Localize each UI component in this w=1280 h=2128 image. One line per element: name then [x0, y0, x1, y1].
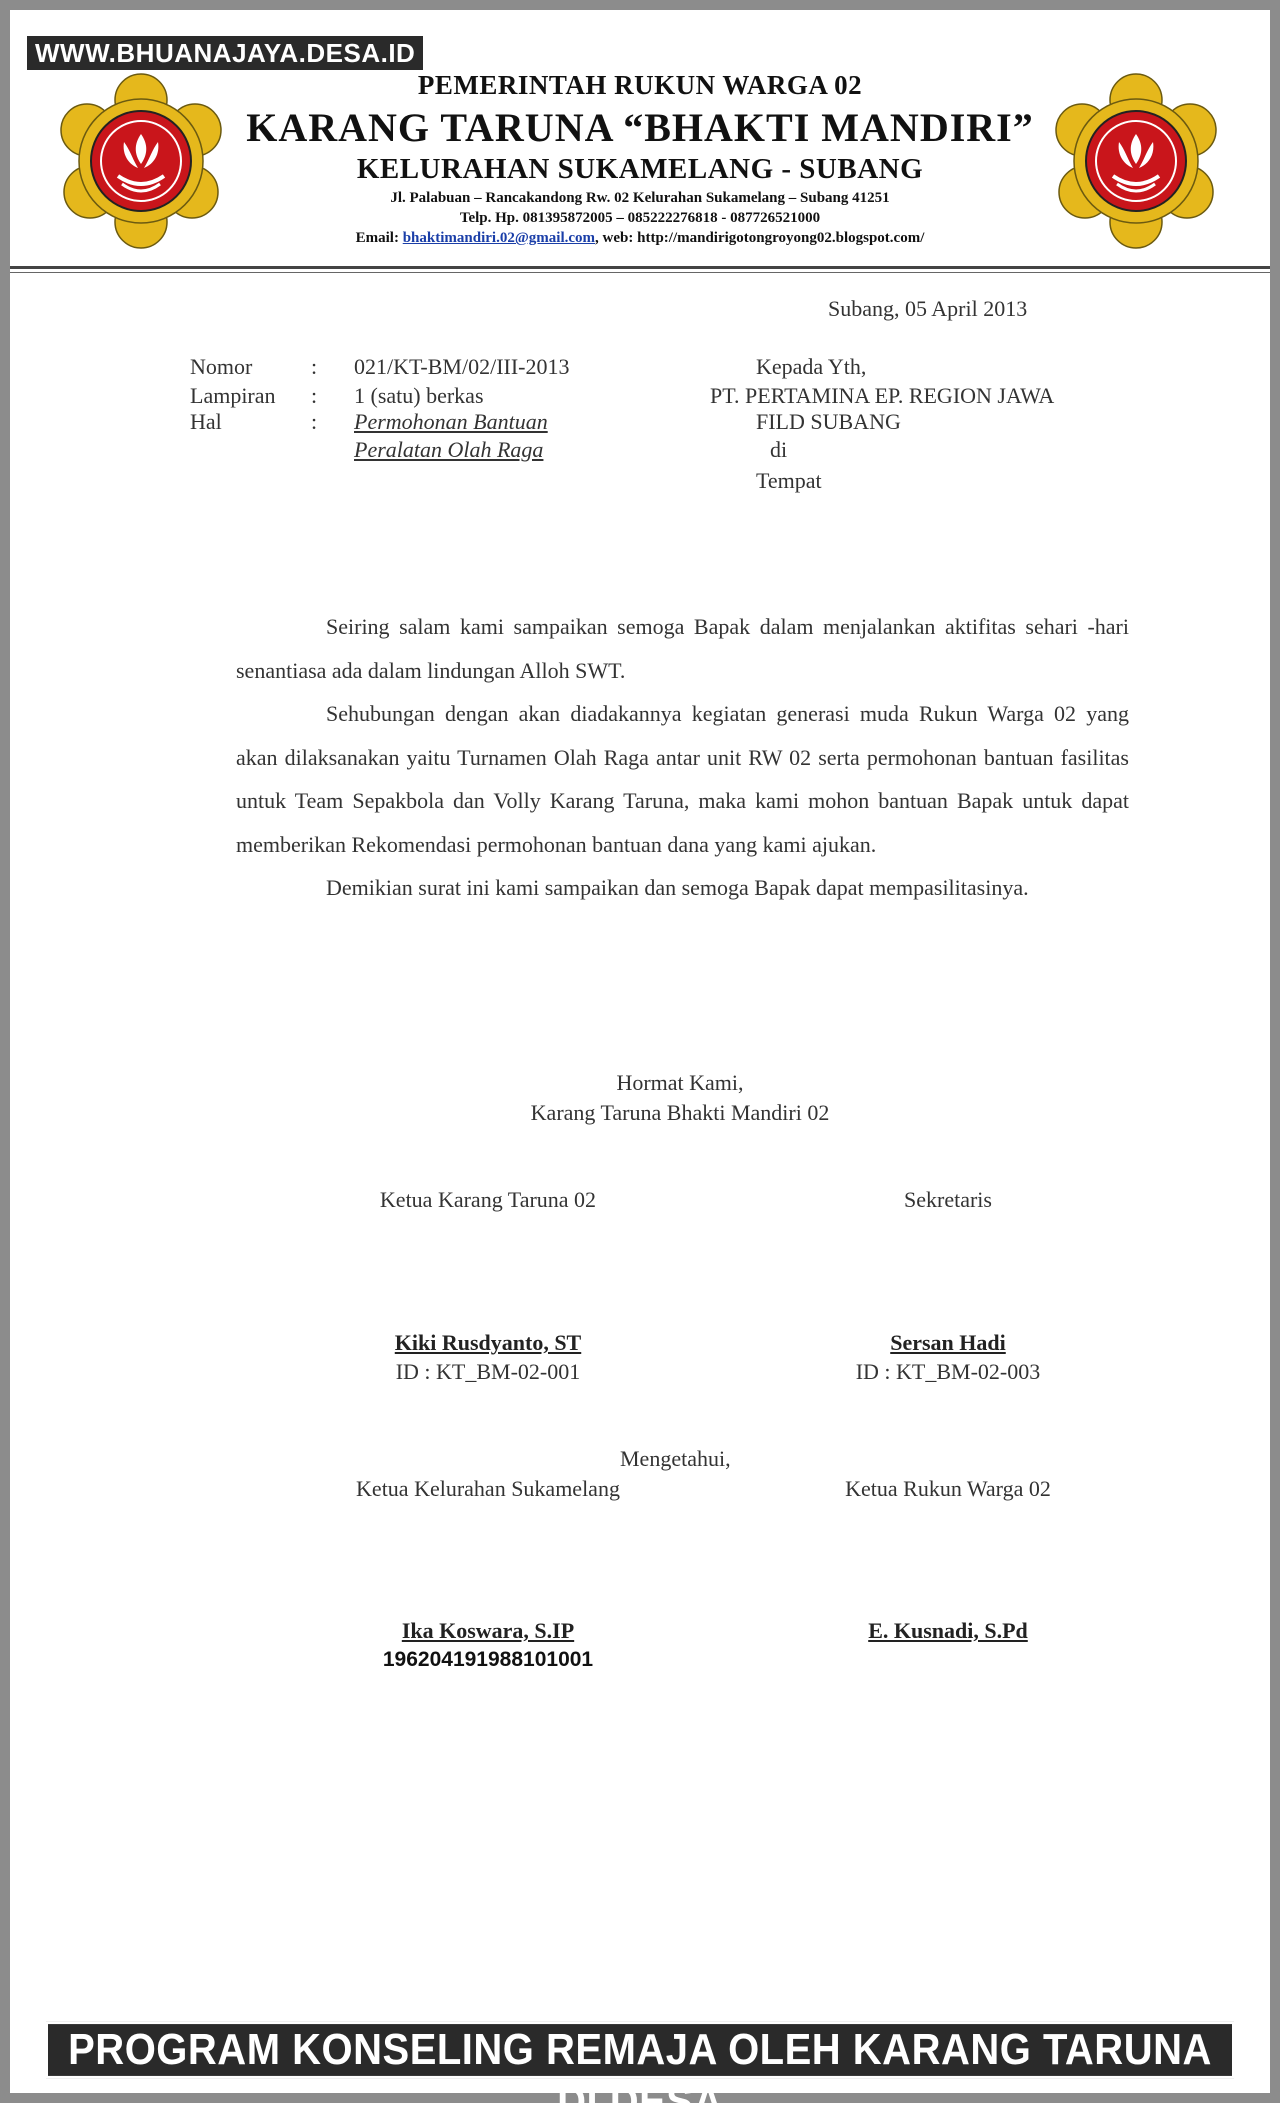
mengetahui-label: Mengetahui, — [620, 1446, 731, 1471]
body-paragraph-1: Seiring salam kami sampaikan semoga Bapak dalam menjalankan aktifitas sehari -hari senantiasa ada dalam lindungan Alloh SWT. — [236, 614, 1129, 683]
hal-value-line2: Peralatan Olah Raga — [354, 437, 544, 462]
nomor-colon: : — [311, 354, 318, 379]
ketua-id: ID : KT_BM-02-001 — [395, 1359, 581, 1384]
closing-regards: Hormat Kami, — [616, 1070, 744, 1095]
lurah-name: Ika Koswara, S.IP — [401, 1618, 575, 1643]
letterhead-rule-thick — [10, 266, 1270, 269]
lampiran-colon: : — [311, 383, 318, 408]
nomor-label: Nomor — [190, 354, 253, 379]
hal-value-line1: Permohonan Bantuan — [354, 409, 548, 434]
sekretaris-id: ID : KT_BM-02-003 — [855, 1359, 1041, 1384]
ketua-title: Ketua Karang Taruna 02 — [379, 1187, 597, 1212]
recipient-greeting: Kepada Yth, — [756, 354, 867, 379]
recipient-company: PT. PERTAMINA EP. REGION JAWA — [710, 383, 1055, 408]
sekretaris-title: Sekretaris — [904, 1187, 992, 1212]
body-paragraph-3: Demikian surat ini kami sampaikan dan semoga Bapak dapat mempasilitasinya. — [326, 875, 1029, 900]
lampiran-label: Lampiran — [190, 383, 276, 408]
rw-title: Ketua Rukun Warga 02 — [845, 1476, 1051, 1501]
hal-colon: : — [311, 409, 318, 434]
letterhead-address: Jl. Palabuan – Rancakandong Rw. 02 Kelurahan Sukamelang – Subang 41251 — [390, 190, 890, 206]
recipient-unit: FILD SUBANG — [756, 409, 901, 434]
recipient-place: Tempat — [756, 468, 822, 493]
nomor-value: 021/KT-BM/02/III-2013 — [354, 354, 570, 379]
letter-date: Subang, 05 April 2013 — [828, 296, 1028, 321]
email-label: Email: — [355, 230, 403, 246]
caption-banner: PROGRAM KONSELING REMAJA OLEH KARANG TARUNA DI DESA — [46, 2022, 1234, 2078]
site-watermark: WWW.BHUANAJAYA.DESA.ID — [25, 34, 425, 72]
letterhead-organization: KARANG TARUNA “BHAKTI MANDIRI” — [246, 105, 1034, 150]
letterhead-government: PEMERINTAH RUKUN WARGA 02 — [417, 70, 863, 100]
recipient-di: di — [770, 437, 788, 462]
letterhead-rule-thin — [10, 272, 1270, 273]
rw-name: E. Kusnadi, S.Pd — [868, 1618, 1028, 1643]
ketua-name: Kiki Rusdyanto, ST — [394, 1330, 582, 1355]
letterhead-kelurahan: KELURAHAN SUKAMELANG - SUBANG — [356, 153, 924, 185]
web-address: , web: http://mandirigotongroyong02.blogspot.com/ — [595, 230, 925, 246]
closing-organization: Karang Taruna Bhakti Mandiri 02 — [530, 1100, 830, 1125]
lurah-nip: 196204191988101001 — [382, 1648, 594, 1671]
sekretaris-name: Sersan Hadi — [890, 1330, 1006, 1355]
email-link[interactable]: bhaktimandiri.02@gmail.com — [402, 230, 596, 246]
letter-body — [236, 605, 1129, 910]
lurah-title: Ketua Kelurahan Sukamelang — [356, 1476, 620, 1501]
lampiran-value: 1 (satu) berkas — [354, 383, 484, 408]
letterhead-contact — [0, 230, 1280, 247]
letterhead-phone: Telp. Hp. 081395872005 – 085222276818 - 087726521000 — [459, 210, 821, 226]
body-paragraph-2: Sehubungan dengan akan diadakannya kegiatan generasi muda Rukun Warga 02 yang akan dilaksanakan yaitu Turnamen Olah Raga antar unit RW 02 serta permohonan bantuan fasilitas untuk Team Sepakbola dan Volly Karang Taruna, maka kami mohon bantuan Bapak untuk dapat memberikan Rekomendasi permohonan bantuan dana yang kami ajukan. — [236, 701, 1129, 857]
hal-label: Hal — [190, 409, 222, 434]
